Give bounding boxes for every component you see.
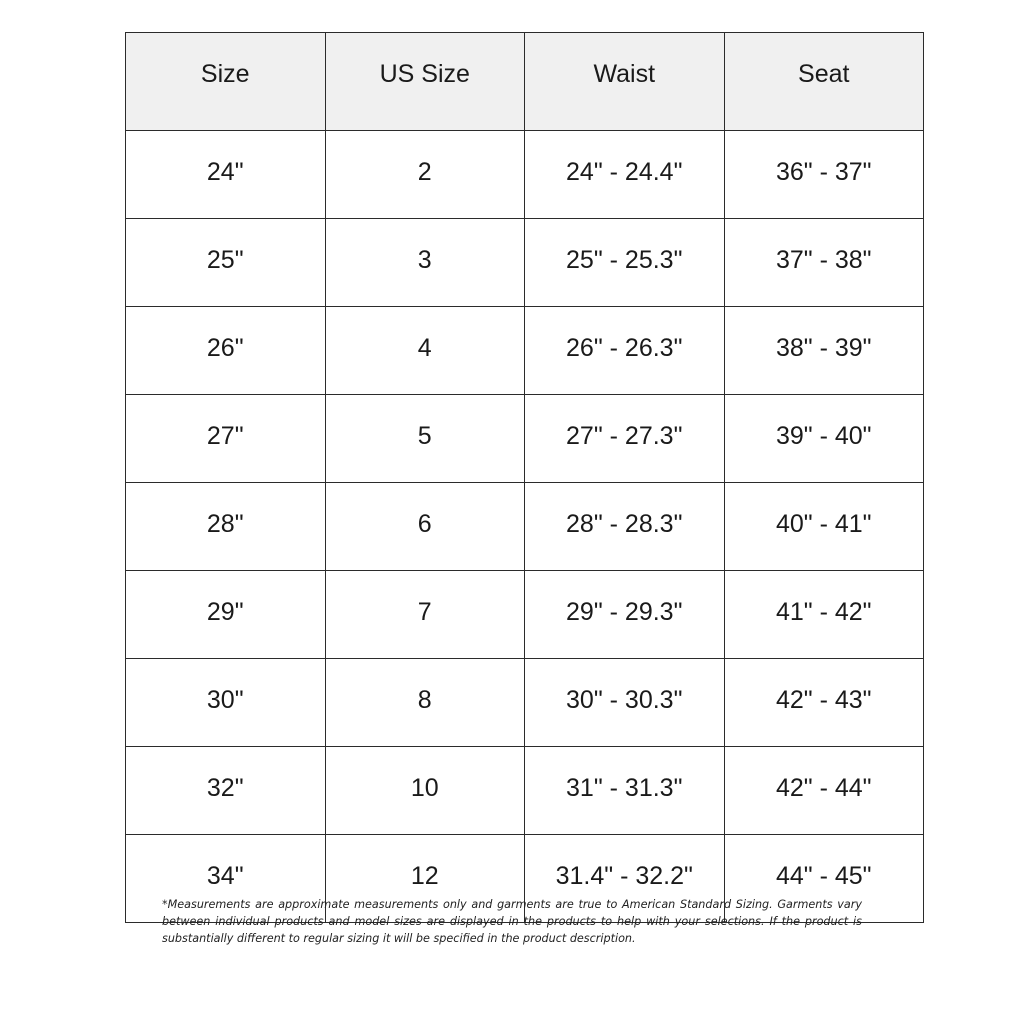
measurement-disclaimer: *Measurements are approximate measurements only and garments are true to American Standard Sizing. Garments vary between individual products and model sizes are displayed in the products to help with your selections. If the product is substantially different to regular sizing it will be specified in the product description. [162,898,862,945]
table-row [126,747,924,835]
cell-waist: 29" - 29.3" [525,571,725,659]
cell-size: 32" [126,747,326,835]
cell-waist: 30" - 30.3" [525,659,725,747]
cell-size: 24" [126,131,326,219]
cell-waist: 26" - 26.3" [525,307,725,395]
cell-us-size: 5 [325,395,525,483]
table-row [126,219,924,307]
cell-waist: 25" - 25.3" [525,219,725,307]
header-size: Size [126,33,326,131]
table-row [126,483,924,571]
cell-us-size: 7 [325,571,525,659]
cell-seat: 40" - 41" [724,483,924,571]
cell-us-size: 8 [325,659,525,747]
cell-waist: 31.4" - 32.2" [525,835,725,923]
cell-seat: 42" - 43" [724,659,924,747]
cell-size: 25" [126,219,326,307]
cell-size: 30" [126,659,326,747]
cell-us-size: 12 [325,835,525,923]
table-row [126,307,924,395]
cell-seat: 38" - 39" [724,307,924,395]
cell-size: 29" [126,571,326,659]
cell-size: 28" [126,483,326,571]
table-row [126,131,924,219]
cell-us-size: 10 [325,747,525,835]
cell-waist: 27" - 27.3" [525,395,725,483]
cell-seat: 36" - 37" [724,131,924,219]
cell-size: 27" [126,395,326,483]
size-chart-table [125,32,924,923]
cell-us-size: 3 [325,219,525,307]
cell-size: 34" [126,835,326,923]
cell-us-size: 2 [325,131,525,219]
cell-size: 26" [126,307,326,395]
cell-waist: 28" - 28.3" [525,483,725,571]
cell-seat: 42" - 44" [724,747,924,835]
table-row [126,395,924,483]
header-waist: Waist [525,33,725,131]
table-row [126,659,924,747]
header-us-size: US Size [325,33,525,131]
cell-seat: 37" - 38" [724,219,924,307]
cell-us-size: 4 [325,307,525,395]
cell-seat: 41" - 42" [724,571,924,659]
cell-seat: 39" - 40" [724,395,924,483]
cell-waist: 24" - 24.4" [525,131,725,219]
table-header-row [126,33,924,131]
header-seat: Seat [724,33,924,131]
table-row [126,571,924,659]
cell-waist: 31" - 31.3" [525,747,725,835]
cell-us-size: 6 [325,483,525,571]
cell-seat: 44" - 45" [724,835,924,923]
